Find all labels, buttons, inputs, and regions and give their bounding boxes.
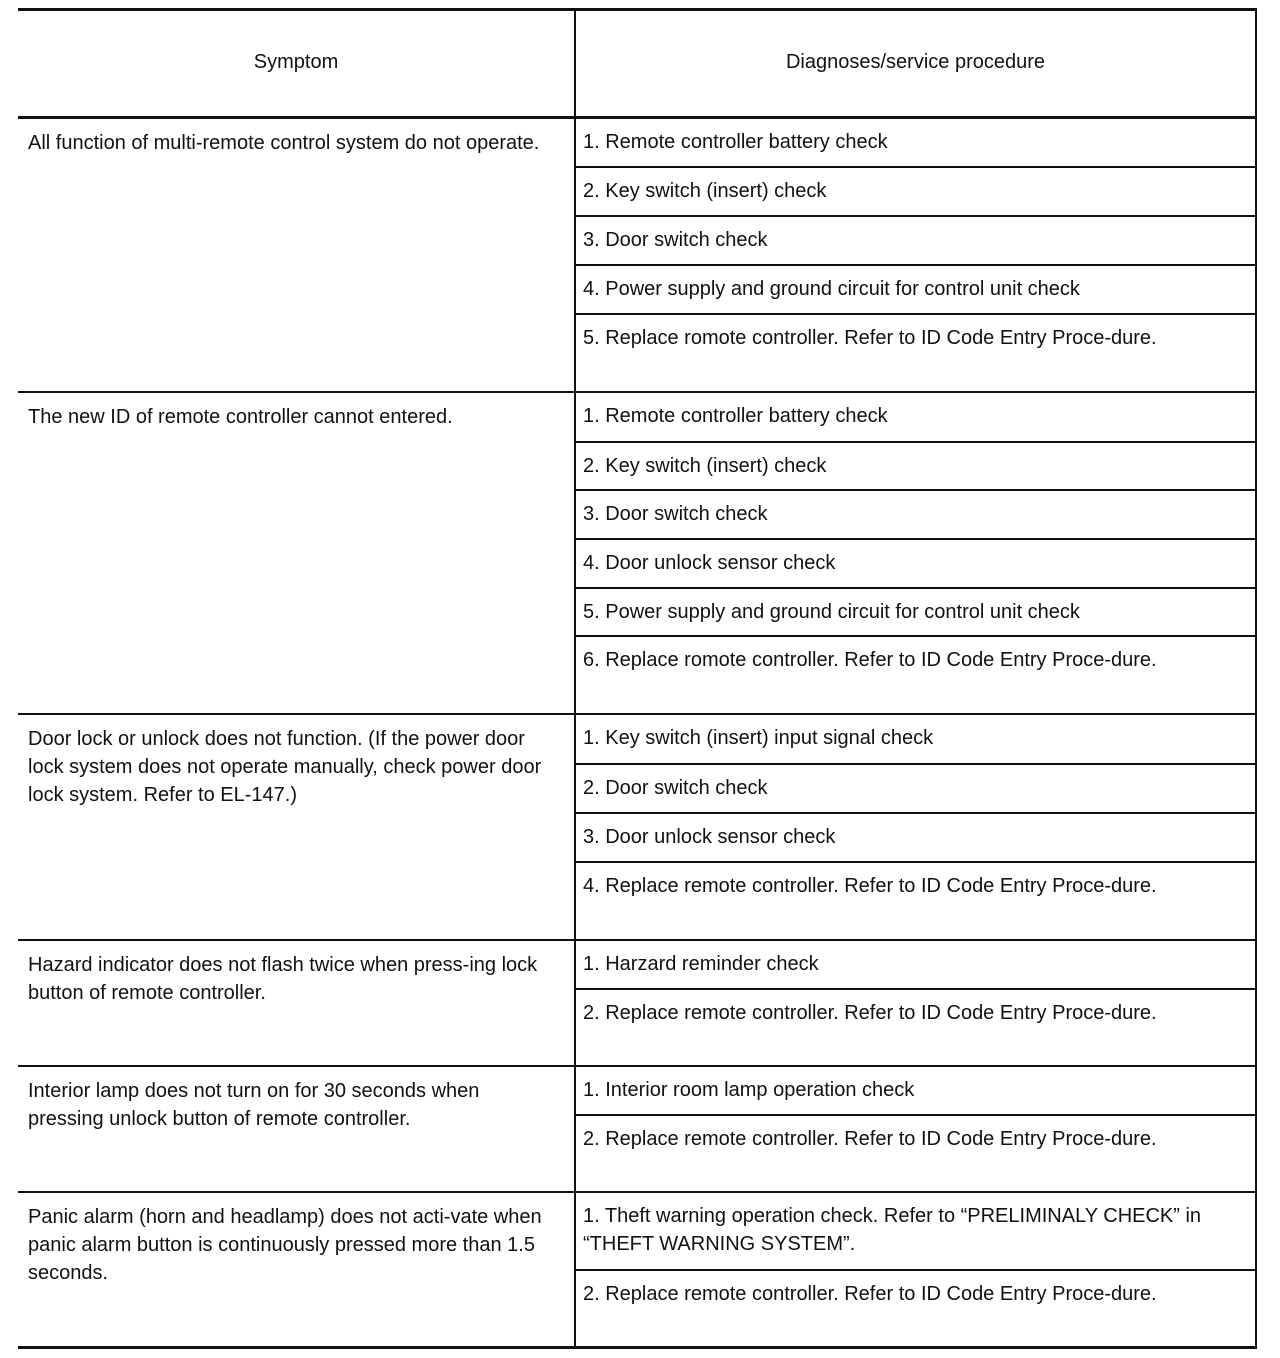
table-row	[18, 940, 1256, 989]
procedure-cell: 1. Remote controller battery check	[575, 118, 1256, 167]
troubleshooting-table	[18, 8, 1257, 1349]
procedure-cell: 5. Replace romote controller. Refer to ID Code Entry Proce-dure.	[575, 314, 1256, 392]
procedure-cell: 6. Replace romote controller. Refer to ID Code Entry Proce-dure.	[575, 636, 1256, 714]
procedure-cell: 2. Replace remote controller. Refer to ID Code Entry Proce-dure.	[575, 1115, 1256, 1192]
procedure-cell: 1. Remote controller battery check	[575, 392, 1256, 442]
symptom-cell: All function of multi-remote control system do not operate.	[18, 118, 575, 392]
symptom-cell: Interior lamp does not turn on for 30 seconds when pressing unlock button of remote controller.	[18, 1066, 575, 1192]
procedure-cell: 3. Door unlock sensor check	[575, 813, 1256, 862]
procedure-cell: 2. Key switch (insert) check	[575, 442, 1256, 490]
table-row	[18, 118, 1256, 167]
table-row	[18, 714, 1256, 764]
procedure-cell: 4. Door unlock sensor check	[575, 539, 1256, 588]
symptom-cell: Hazard indicator does not flash twice when press-ing lock button of remote controller.	[18, 940, 575, 1066]
table-row	[18, 392, 1256, 442]
procedure-cell: 2. Key switch (insert) check	[575, 167, 1256, 216]
procedure-cell: 5. Power supply and ground circuit for control unit check	[575, 588, 1256, 636]
symptom-cell: Panic alarm (horn and headlamp) does not acti-vate when panic alarm button is continuously pressed more than 1.5 seconds.	[18, 1192, 575, 1348]
procedure-cell: 1. Theft warning operation check. Refer to “PRELIMINALY CHECK” in “THEFT WARNING SYSTEM”.	[575, 1192, 1256, 1270]
symptom-cell: The new ID of remote controller cannot entered.	[18, 392, 575, 714]
procedure-cell: 2. Door switch check	[575, 764, 1256, 813]
table-row	[18, 1066, 1256, 1115]
procedure-cell: 3. Door switch check	[575, 490, 1256, 539]
procedure-cell: 3. Door switch check	[575, 216, 1256, 265]
procedure-cell: 1. Key switch (insert) input signal check	[575, 714, 1256, 764]
procedure-cell: 4. Replace remote controller. Refer to ID Code Entry Proce-dure.	[575, 862, 1256, 940]
procedure-cell: 1. Interior room lamp operation check	[575, 1066, 1256, 1115]
symptom-cell: Door lock or unlock does not function. (If the power door lock system does not operate manually, check power door lock system. Refer to EL-147.)	[18, 714, 575, 940]
header-diagnoses: Diagnoses/service procedure	[575, 10, 1256, 118]
header-row	[18, 10, 1256, 118]
procedure-cell: 2. Replace remote controller. Refer to ID Code Entry Proce-dure.	[575, 989, 1256, 1066]
procedure-cell: 2. Replace remote controller. Refer to ID Code Entry Proce-dure.	[575, 1270, 1256, 1348]
table-body	[18, 118, 1256, 1348]
header-symptom: Symptom	[18, 10, 575, 118]
procedure-cell: 4. Power supply and ground circuit for control unit check	[575, 265, 1256, 314]
procedure-cell: 1. Harzard reminder check	[575, 940, 1256, 989]
table-row	[18, 1192, 1256, 1270]
